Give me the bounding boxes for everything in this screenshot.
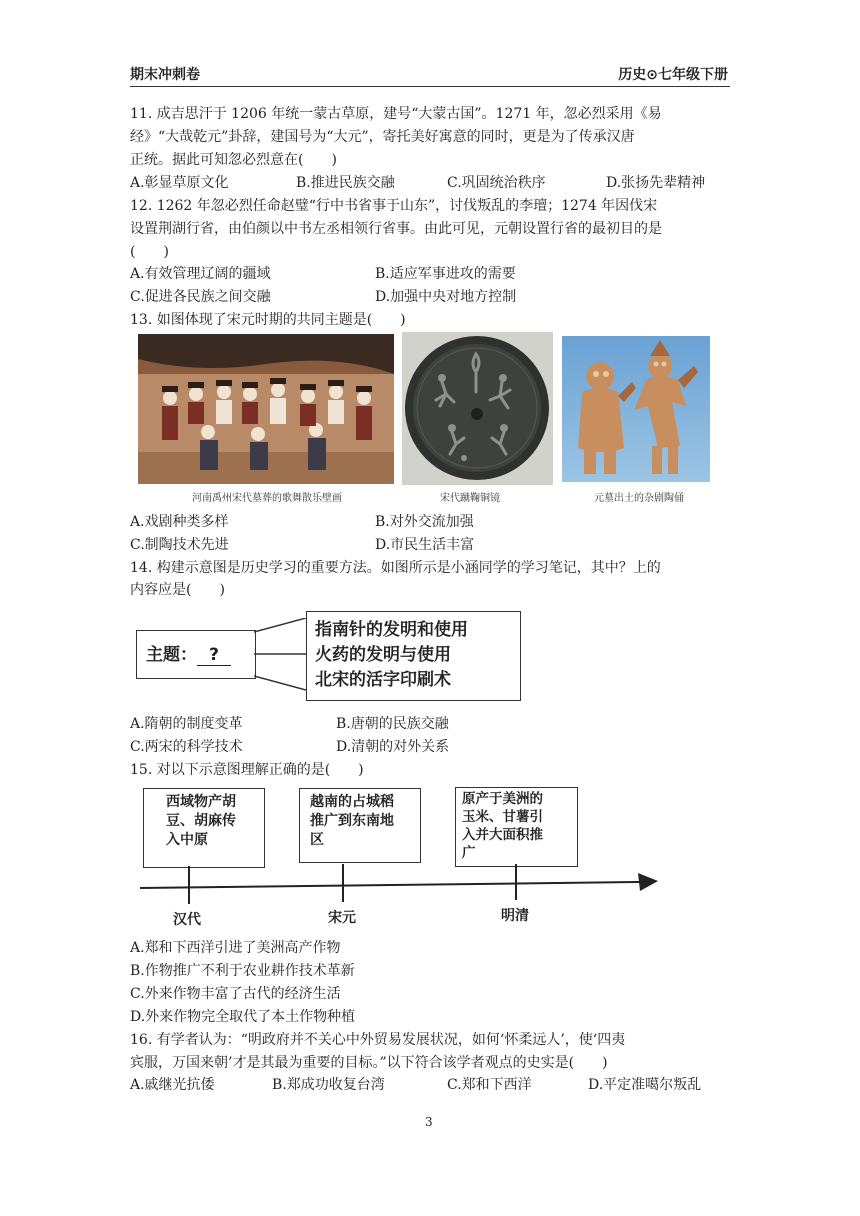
content-item-printing: 北宋的活字印刷术 bbox=[315, 670, 451, 690]
q13-option-c: C.制陶技术先进 bbox=[130, 537, 229, 553]
q14-line-1: 14. 构建示意图是历史学习的重要方法。如图所示是小涵同学的学习笔记，其中？上的 bbox=[130, 560, 661, 576]
content-item-gunpowder: 火药的发明与使用 bbox=[315, 645, 451, 665]
q13-line: 13. 如图体现了宋元时期的共同主题是( ) bbox=[130, 312, 406, 328]
timeline-label-songyuan: 宋元 bbox=[328, 910, 356, 926]
q16-option-a: A.戚继光抗倭 bbox=[130, 1077, 215, 1093]
figurines-caption: 元墓出土的杂剧陶俑 bbox=[594, 493, 684, 504]
q12-line-1: 12. 1262 年忽必烈任命赵璧“行中书省事于山东”，讨伐叛乱的李璮；1274 年因伐宋 bbox=[130, 198, 658, 214]
bronze-mirror-image bbox=[402, 332, 553, 485]
timeline-box-mingqing-line-4: 广 bbox=[462, 845, 476, 861]
header-divider bbox=[130, 86, 730, 87]
timeline-box-mingqing-line-3: 入并大面积推 bbox=[462, 827, 543, 843]
content-item-compass: 指南针的发明和使用 bbox=[315, 620, 468, 640]
q12-line-2: 设置荆湖行省，由伯颜以中书左丞相领行省事。由此可见，元朝设置行省的最初目的是 bbox=[130, 221, 662, 237]
q14-option-d: D.清朝的对外关系 bbox=[336, 739, 450, 755]
q11-option-b: B.推进民族交融 bbox=[296, 175, 395, 191]
theme-label: 主题： bbox=[146, 645, 197, 665]
mirror-caption: 宋代蹴鞠铜镜 bbox=[440, 493, 500, 504]
q14-option-a: A.隋朝的制度变革 bbox=[130, 716, 243, 732]
q15-option-a: A.郑和下西洋引进了美洲高产作物 bbox=[130, 940, 341, 956]
diagram-connector-lines bbox=[254, 618, 306, 692]
q15-line: 15. 对以下示意图理解正确的是( ) bbox=[130, 762, 364, 778]
q12-line-3: ( ) bbox=[130, 244, 169, 260]
timeline-box-mingqing-line-2: 玉米、甘薯引 bbox=[462, 809, 543, 825]
q14-line-2: 内容应是( ) bbox=[130, 582, 225, 598]
pottery-figurines-image bbox=[562, 336, 710, 482]
timeline-box-songyuan-line-1: 越南的占城稻 bbox=[310, 794, 394, 810]
theme-box bbox=[136, 630, 256, 679]
header-left-title: 期末冲刺卷 bbox=[130, 67, 200, 83]
q16-line-2: 宾服，万国来朝’才是其最为重要的目标。”以下符合该学者观点的史实是( ) bbox=[130, 1055, 608, 1071]
q11-option-c: C.巩固统治秩序 bbox=[447, 175, 546, 191]
timeline-box-songyuan bbox=[299, 788, 421, 863]
q16-line-1: 16. 有学者认为：“明政府并不关心中外贸易发展状况，如何‘怀柔远人’，使‘四夷 bbox=[130, 1032, 626, 1048]
page-number: 3 bbox=[425, 1115, 433, 1129]
q14-option-b: B.唐朝的民族交融 bbox=[336, 716, 449, 732]
timeline-box-mingqing-line-1: 原产于美洲的 bbox=[462, 791, 543, 807]
q11-line-2: 经》“大哉乾元”卦辞，建国号为“大元”，寄托美好寓意的同时，更是为了传承汉唐 bbox=[130, 129, 635, 145]
header-right-title: 历史⊙七年级下册 bbox=[618, 67, 728, 83]
timeline-label-han: 汉代 bbox=[173, 912, 201, 928]
q16-option-b: B.郑成功收复台湾 bbox=[272, 1077, 385, 1093]
q13-option-b: B.对外交流加强 bbox=[375, 514, 474, 530]
timeline-box-songyuan-line-2: 推广到东南地 bbox=[310, 813, 394, 829]
q14-option-c: C.两宋的科学技术 bbox=[130, 739, 243, 755]
q12-option-a: A.有效管理辽阔的疆域 bbox=[130, 266, 271, 282]
timeline-box-mingqing bbox=[455, 787, 578, 867]
q16-option-d: D.平定准噶尔叛乱 bbox=[588, 1077, 702, 1093]
timeline-box-songyuan-line-3: 区 bbox=[310, 832, 324, 848]
timeline-box-han bbox=[143, 788, 265, 868]
q11-line-3: 正统。据此可知忽必烈意在( ) bbox=[130, 152, 337, 168]
q12-option-b: B.适应军事进攻的需要 bbox=[375, 266, 516, 282]
q11-line-1: 11. 成吉思汗于 1206 年统一蒙古草原，建号“大蒙古国”。1271 年，忽必烈采用《易 bbox=[130, 106, 662, 122]
timeline-label-mingqing: 明清 bbox=[501, 908, 529, 924]
q11-option-d: D.张扬先辈精神 bbox=[606, 175, 706, 191]
timeline-box-han-line-1: 西域物产胡 bbox=[166, 794, 236, 810]
q13-option-d: D.市民生活丰富 bbox=[375, 537, 475, 553]
q11-option-a: A.彰显草原文化 bbox=[130, 175, 229, 191]
timeline-axis bbox=[140, 860, 662, 910]
q15-option-d: D.外来作物完全取代了本土作物种植 bbox=[130, 1009, 356, 1025]
mural-painting-image bbox=[138, 334, 394, 484]
q13-option-a: A.戏剧种类多样 bbox=[130, 514, 229, 530]
theme-question-mark: ? bbox=[197, 645, 231, 666]
q12-option-c: C.促进各民族之间交融 bbox=[130, 289, 271, 305]
q15-option-b: B.作物推广不利于农业耕作技术革新 bbox=[130, 963, 355, 979]
mural-caption: 河南禹州宋代墓葬的歌舞散乐壁画 bbox=[192, 493, 342, 504]
q12-option-d: D.加强中央对地方控制 bbox=[375, 289, 517, 305]
timeline-box-han-line-3: 入中原 bbox=[166, 832, 208, 848]
q16-option-c: C.郑和下西洋 bbox=[447, 1077, 532, 1093]
timeline-box-han-line-2: 豆、胡麻传 bbox=[166, 813, 236, 829]
content-box bbox=[306, 611, 521, 701]
q15-option-c: C.外来作物丰富了古代的经济生活 bbox=[130, 986, 341, 1002]
